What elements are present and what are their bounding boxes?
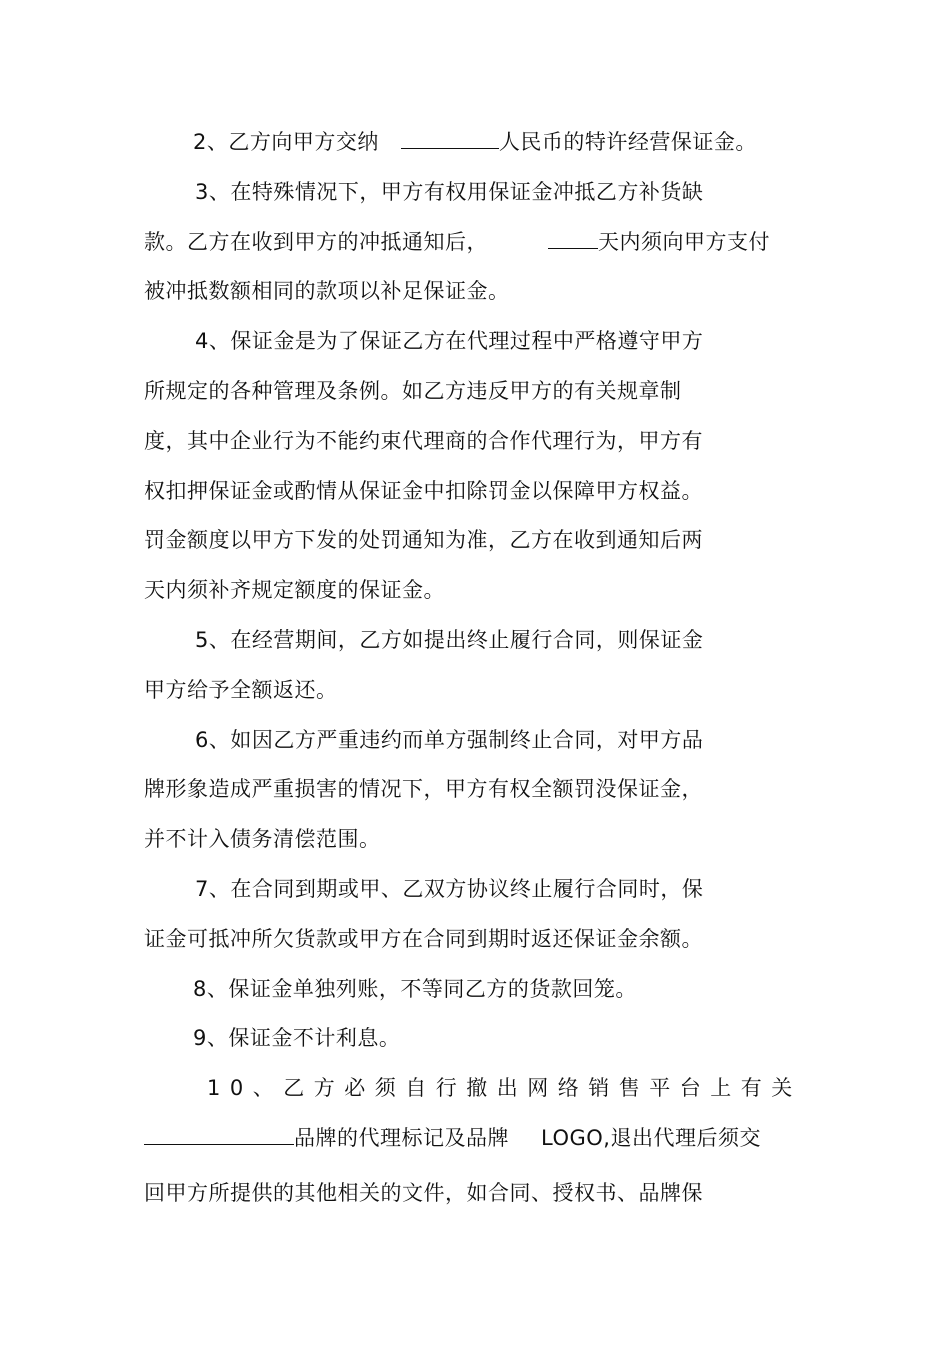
clause-8-line: 8、保证金单独列账，不等同乙方的货款回笼。 [193, 977, 637, 1001]
clause-3-line-1: 3、在特殊情况下，甲方有权用保证金冲抵乙方补货缺 [195, 180, 704, 204]
clause-7-line-2: 证金可抵冲所欠货款或甲方在合同到期时返还保证金余额。 [144, 927, 703, 951]
clause-3-line-2 [144, 227, 770, 257]
clause-4-line-1: 4、保证金是为了保证乙方在代理过程中严格遵守甲方 [195, 329, 704, 353]
clause-2-line [193, 127, 757, 157]
clause-4-line-6: 天内须补齐规定额度的保证金。 [144, 578, 445, 602]
clause-4-line-4: 权扣押保证金或酌情从保证金中扣除罚金以保障甲方权益。 [144, 479, 703, 503]
brand-blank [144, 1126, 294, 1145]
clause-5-line-1: 5、在经营期间，乙方如提出终止履行合同，则保证金 [195, 628, 704, 652]
clause-2-text-a: 2、乙方向甲方交纳 [193, 130, 379, 154]
clause-4-line-2: 所规定的各种管理及条例。如乙方违反甲方的有关规章制 [144, 379, 682, 403]
clause-10-text-b: LOGO,退出代理后须交 [541, 1126, 761, 1150]
clause-3-text-a: 款。乙方在收到甲方的冲抵通知后， [144, 230, 488, 254]
amount-blank [401, 130, 499, 149]
clause-7-line-1: 7、在合同到期或甲、乙双方协议终止履行合同时，保 [195, 877, 704, 901]
clause-6-line-2: 牌形象造成严重损害的情况下，甲方有权全额罚没保证金， [144, 777, 703, 801]
clause-2-text-b: 人民币的特许经营保证金。 [498, 130, 757, 154]
clause-3-line-3: 被冲抵数额相同的款项以补足保证金。 [144, 279, 510, 303]
clause-10-line-2 [144, 1123, 761, 1153]
clause-10-text-a: 品牌的代理标记及品牌 [294, 1126, 509, 1150]
clause-9-line: 9、保证金不计利息。 [193, 1026, 401, 1050]
clause-4-line-5: 罚金额度以甲方下发的处罚通知为准，乙方在收到通知后两 [144, 528, 703, 552]
clause-5-line-2: 甲方给予全额返还。 [144, 678, 338, 702]
clause-6-line-3: 并不计入债务清偿范围。 [144, 827, 381, 851]
clause-10-line-1: 10、乙方必须自行撤出网络销售平台上有关 [207, 1076, 802, 1100]
clause-4-line-3: 度，其中企业行为不能约束代理商的合作代理行为，甲方有 [144, 429, 703, 453]
clause-10-line-3: 回甲方所提供的其他相关的文件，如合同、授权书、品牌保 [144, 1181, 703, 1205]
clause-6-line-1: 6、如因乙方严重违约而单方强制终止合同，对甲方品 [195, 728, 704, 752]
days-blank [548, 230, 598, 249]
clause-3-text-b: 天内须向甲方支付 [598, 230, 770, 254]
